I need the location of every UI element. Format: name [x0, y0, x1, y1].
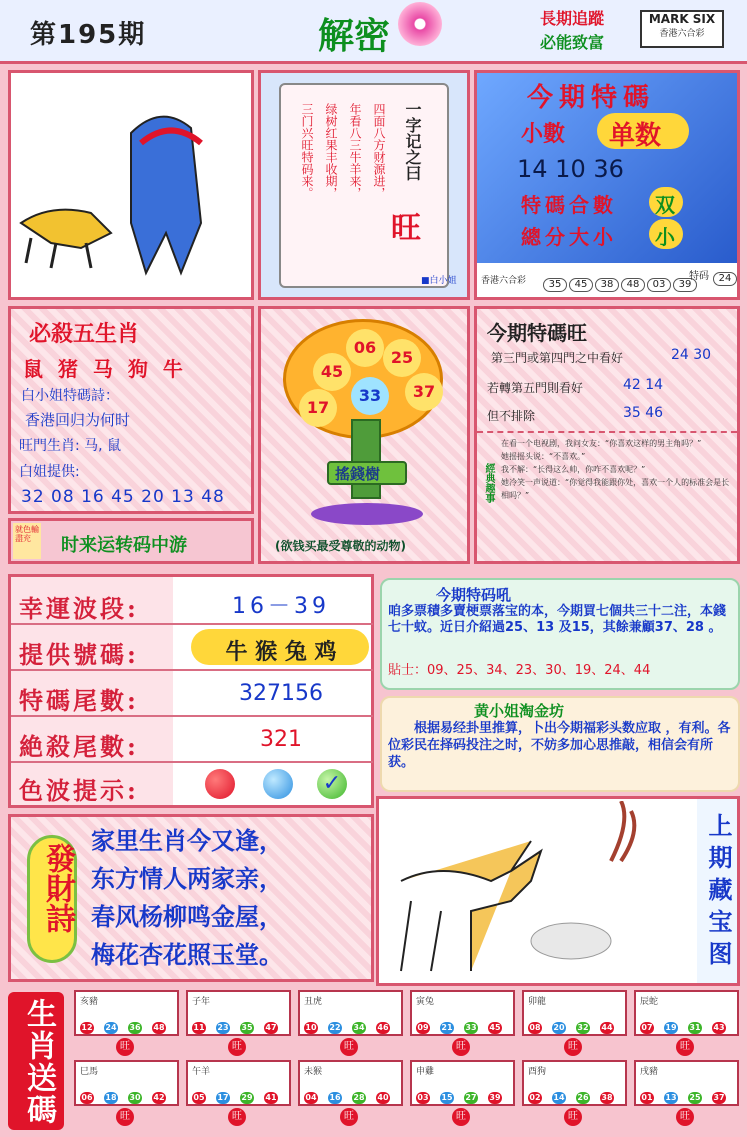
table-row [11, 581, 373, 625]
poem-line3: 春风杨柳鸣金屋， [91, 903, 283, 931]
zodiac-card [74, 990, 179, 1036]
hk-ball: 35 [543, 278, 567, 292]
poem-line1: 家里生肖今又逢， [91, 827, 283, 855]
zodiac-wang-badge: 旺 [340, 1038, 358, 1056]
zodiac-card [74, 1060, 179, 1106]
zodiac-number: 12 [81, 1023, 93, 1032]
zodiac-number: 40 [377, 1093, 389, 1102]
tree-trunk [351, 419, 381, 499]
tree-ball: 37 [405, 373, 443, 411]
zodiac-number: 42 [153, 1093, 165, 1102]
hk-ball: 39 [673, 278, 697, 292]
te-ball: 24 [713, 272, 737, 286]
scroll-col2: 绿树红果丰收期， [324, 103, 338, 199]
kill-numbers: 32 08 16 45 20 13 48 [21, 487, 225, 507]
zodiac-number: 29 [241, 1093, 253, 1102]
zodiac-name: 子年 [192, 997, 211, 1007]
row-value: 牛 猴 兔 鸡 [225, 640, 337, 665]
zodiac-number: 32 [577, 1023, 589, 1032]
size-label: 總分大小 [521, 225, 617, 249]
blue-wave-ball-icon [263, 769, 293, 799]
wang-line1: 第三門或第四門之中看好 [491, 351, 624, 365]
poem-text: 香港回归为何时 [25, 411, 131, 429]
kill-animals: 鼠 猪 马 狗 牛 [23, 357, 187, 381]
zodiac-number: 08 [529, 1023, 541, 1032]
tree-ball: 25 [383, 339, 421, 377]
zodiac-grid [74, 990, 740, 1132]
table-row [11, 719, 373, 763]
wang-line2-nums: 42 14 [623, 377, 664, 393]
zodiac-wang-badge: 旺 [452, 1038, 470, 1056]
story-side-title: 經典趣事 [483, 463, 494, 503]
scroll-big-char: 旺 [391, 211, 421, 246]
story-line4: 她冷笑一声说道：“你觉得我能跟你处，喜欢一个人的标准会是长相吗？” [501, 478, 730, 500]
hk-ball: 48 [621, 278, 645, 292]
header-right-line1: 長期追蹤 [540, 9, 605, 28]
table-row [11, 627, 373, 671]
kill-title: 必殺五生肖 [29, 322, 140, 347]
zodiac-card [298, 1060, 403, 1106]
data-table [8, 574, 374, 808]
scroll-sign: ■白小姐 [421, 276, 457, 286]
wang-title: 今期特碼旺 [487, 321, 587, 345]
zodiac-card [522, 990, 627, 1036]
scroll-title: 一字记之曰 [403, 101, 422, 181]
poem-line2: 东方情人两家亲， [91, 865, 283, 893]
header-right-line2: 必能致富 [540, 33, 605, 52]
zodiac-number: 45 [489, 1023, 501, 1032]
zodiac-number: 26 [577, 1093, 589, 1102]
zodiac-number: 20 [553, 1023, 565, 1032]
zodiac-name: 寅兔 [416, 997, 435, 1007]
zodiac-name: 卯龍 [528, 997, 547, 1007]
zodiac-number: 33 [465, 1023, 477, 1032]
wang-line3: 但不排除 [487, 409, 536, 423]
wang-line2: 若轉第五門則看好 [487, 381, 584, 395]
poem-badge-text: 發財詩 [40, 843, 75, 933]
zodiac-number: 11 [193, 1023, 205, 1032]
hk-label: 香港六合彩 [481, 276, 527, 286]
zodiac-number: 47 [265, 1023, 277, 1032]
zodiac-number: 27 [465, 1093, 477, 1102]
green-check-icon: ✓ [317, 769, 347, 799]
zodiac-number: 04 [305, 1093, 317, 1102]
odd-value: 单数 [609, 121, 662, 151]
tree-ball: 06 [346, 329, 384, 367]
row-label: 絶殺尾數: [19, 732, 139, 761]
zodiac-card [522, 1060, 627, 1106]
zodiac-number: 03 [417, 1093, 429, 1102]
row-value: 16－39 [232, 594, 330, 619]
hk-ball: 45 [569, 278, 593, 292]
last-period-title: 上期藏宝图 [704, 813, 732, 973]
zodiac-number: 07 [641, 1023, 653, 1032]
zodiac-card [410, 990, 515, 1036]
tree-ball: 45 [313, 353, 351, 391]
scroll-col3: 年看八三牛羊来， [348, 103, 362, 199]
row-label: 色波提示: [19, 776, 139, 805]
zodiac-number: 35 [241, 1023, 253, 1032]
zodiac-name: 酉狗 [528, 1067, 547, 1077]
zodiac-wang-badge: 旺 [676, 1038, 694, 1056]
tree-ball: 17 [299, 389, 337, 427]
row-label: 提供號碼: [19, 640, 139, 669]
zodiac-number: 38 [601, 1093, 613, 1102]
zodiac-number: 13 [665, 1093, 677, 1102]
zodiac-card [410, 1060, 515, 1106]
zodiac-name: 丑虎 [304, 997, 323, 1007]
slogan-text: 时来运转码中游 [61, 535, 187, 556]
zodiac-number: 06 [81, 1093, 93, 1102]
zodiac-number: 37 [713, 1093, 725, 1102]
row-label: 特碼尾數: [19, 686, 139, 715]
roar-tip: 貼士：09、25、34、23、30、19、24、44 [388, 663, 651, 678]
gold-body: 根据易经卦里推算，卜出今期福彩头数应取 ，有利。各位彩民在择码投注之时，不妨多加心思推敲，相信会有所获。 [388, 721, 731, 770]
zodiac-wang-badge: 旺 [116, 1108, 134, 1126]
zodiac-card [634, 990, 739, 1036]
last-period-panel [376, 796, 740, 986]
odd-label: 小數 [521, 122, 566, 147]
ti-label: 白姐提供: [19, 464, 80, 480]
scroll-col1: 三门兴旺特码来。 [300, 103, 314, 199]
zodiac-number: 09 [417, 1023, 429, 1032]
row-label: 幸運波段: [19, 594, 139, 623]
zodiac-number: 25 [689, 1093, 701, 1102]
zodiac-name: 辰蛇 [640, 997, 659, 1007]
zodiac-card [186, 1060, 291, 1106]
zodiac-number: 17 [217, 1093, 229, 1102]
zodiac-number: 39 [489, 1093, 501, 1102]
scroll-panel [258, 70, 470, 300]
logo-text: 解密 [318, 15, 391, 57]
zodiac-wang-badge: 旺 [564, 1108, 582, 1126]
sum-label: 特碼合數 [521, 193, 617, 217]
tree-base [311, 503, 423, 525]
roar-panel [380, 578, 740, 690]
scroll-col4: 四面八方财源进， [372, 103, 386, 199]
hk-balls [543, 272, 699, 292]
special-numbers: 14 10 36 [517, 155, 624, 183]
zodiac-name: 未猴 [304, 1067, 323, 1077]
zodiac-number: 18 [105, 1093, 117, 1102]
zodiac-number: 48 [153, 1023, 165, 1032]
kill-panel [8, 306, 254, 514]
zodiac-wang-badge: 旺 [228, 1038, 246, 1056]
hk-result-bar [477, 263, 737, 297]
tree-ball: 33 [351, 377, 389, 415]
story-line3: 我不解：“长得这么帅，你咋不喜欢呢？” [501, 465, 646, 474]
zodiac-name: 亥豬 [80, 997, 99, 1007]
zodiac-number: 41 [265, 1093, 277, 1102]
zodiac-card [634, 1060, 739, 1106]
zodiac-number: 21 [441, 1023, 453, 1032]
zodiac-wang-badge: 旺 [564, 1038, 582, 1056]
zodiac-number: 01 [641, 1093, 653, 1102]
zodiac-number: 15 [441, 1093, 453, 1102]
qilin-image-panel [8, 70, 254, 300]
zodiac-name: 戌豬 [640, 1067, 659, 1077]
zodiac-number: 14 [553, 1093, 565, 1102]
story-line1: 在看一个电视剧，我问女友：“你喜欢这样的男主角吗？” [501, 439, 702, 448]
row-value: 327156 [239, 681, 323, 706]
money-tree-panel [258, 306, 470, 564]
zodiac-side-title: 生肖送碼 [21, 998, 56, 1126]
special-title: 今期特碼 [527, 83, 656, 113]
sum-value: 双 [655, 193, 675, 217]
issue-number: 第195期 [30, 20, 147, 50]
gold-panel [380, 696, 740, 792]
zodiac-wang-badge: 旺 [676, 1108, 694, 1126]
poem-label: 白小姐特碼詩： [21, 388, 119, 404]
zodiac-number: 05 [193, 1093, 205, 1102]
mark-six-logo [640, 10, 724, 48]
zodiac-number: 16 [329, 1093, 341, 1102]
zodiac-number: 24 [105, 1023, 117, 1032]
red-wave-ball-icon [205, 769, 235, 799]
wang-line3-nums: 35 46 [623, 405, 664, 421]
zodiac-number: 43 [713, 1023, 725, 1032]
tree-sign: 搖錢樹 [335, 465, 381, 483]
zodiac-number: 30 [129, 1093, 141, 1102]
tree-caption: (欲钱买最受尊敬的动物) [275, 539, 406, 553]
cd-disc-icon [398, 2, 442, 46]
hk-ball: 38 [595, 278, 619, 292]
zodiac-wang-badge: 旺 [116, 1038, 134, 1056]
slogan-panel [8, 518, 254, 564]
story-text [501, 437, 731, 502]
special-code-panel [474, 70, 740, 300]
zodiac-wang-badge: 旺 [340, 1108, 358, 1126]
poem-panel [8, 814, 374, 982]
roar-body: 咱多票積多賣梗票落宝的本，今期買七個共三十二注，本錢七十蚊。近日介紹過25、13 及15，其餘兼顧37、28 。 [388, 604, 727, 635]
zodiac-number: 19 [665, 1023, 677, 1032]
hk-ball: 03 [647, 278, 671, 292]
poem-line4: 梅花杏花照玉堂。 [91, 941, 283, 969]
zodiac-number: 28 [353, 1093, 365, 1102]
zodiac-card [298, 990, 403, 1036]
zodiac-wang-badge: 旺 [452, 1108, 470, 1126]
mark-six-sub: 香港六合彩 [659, 29, 705, 39]
zodiac-number: 44 [601, 1023, 613, 1032]
gold-title: 黄小姐淘金坊 [474, 702, 565, 720]
table-row [11, 673, 373, 717]
header-bar [0, 0, 747, 64]
zodiac-number: 23 [217, 1023, 229, 1032]
zodiac-wang-badge: 旺 [228, 1108, 246, 1126]
zodiac-name: 申雞 [416, 1067, 435, 1077]
zodiac-number: 02 [529, 1093, 541, 1102]
zodiac-name: 巳馬 [80, 1067, 99, 1077]
row-value: 321 [260, 727, 302, 752]
zodiac-number: 31 [689, 1023, 701, 1032]
zodiac-number: 36 [129, 1023, 141, 1032]
te-label: 特码 [689, 271, 709, 282]
deer-illustration [381, 801, 681, 981]
table-row [11, 765, 373, 809]
men-label: 旺門生肖: 马, 鼠 [19, 438, 122, 454]
lucky-tag: 就色輸盡充 [13, 523, 41, 559]
zodiac-card [186, 990, 291, 1036]
mark-six-title: MARK SIX [648, 12, 716, 26]
zodiac-name: 午羊 [192, 1067, 211, 1077]
story-box [477, 431, 737, 535]
story-line2: 她摇摇头说：“不喜欢。” [501, 452, 586, 461]
zodiac-number: 34 [353, 1023, 365, 1032]
size-value: 小 [655, 225, 675, 249]
qilin-tiger-illustration [11, 73, 251, 297]
zodiac-number: 46 [377, 1023, 389, 1032]
wang-line1-nums: 24 30 [671, 347, 712, 363]
zodiac-number: 10 [305, 1023, 317, 1032]
zodiac-number: 22 [329, 1023, 341, 1032]
roar-title: 今期特码吼 [436, 586, 512, 604]
wang-panel [474, 306, 740, 564]
